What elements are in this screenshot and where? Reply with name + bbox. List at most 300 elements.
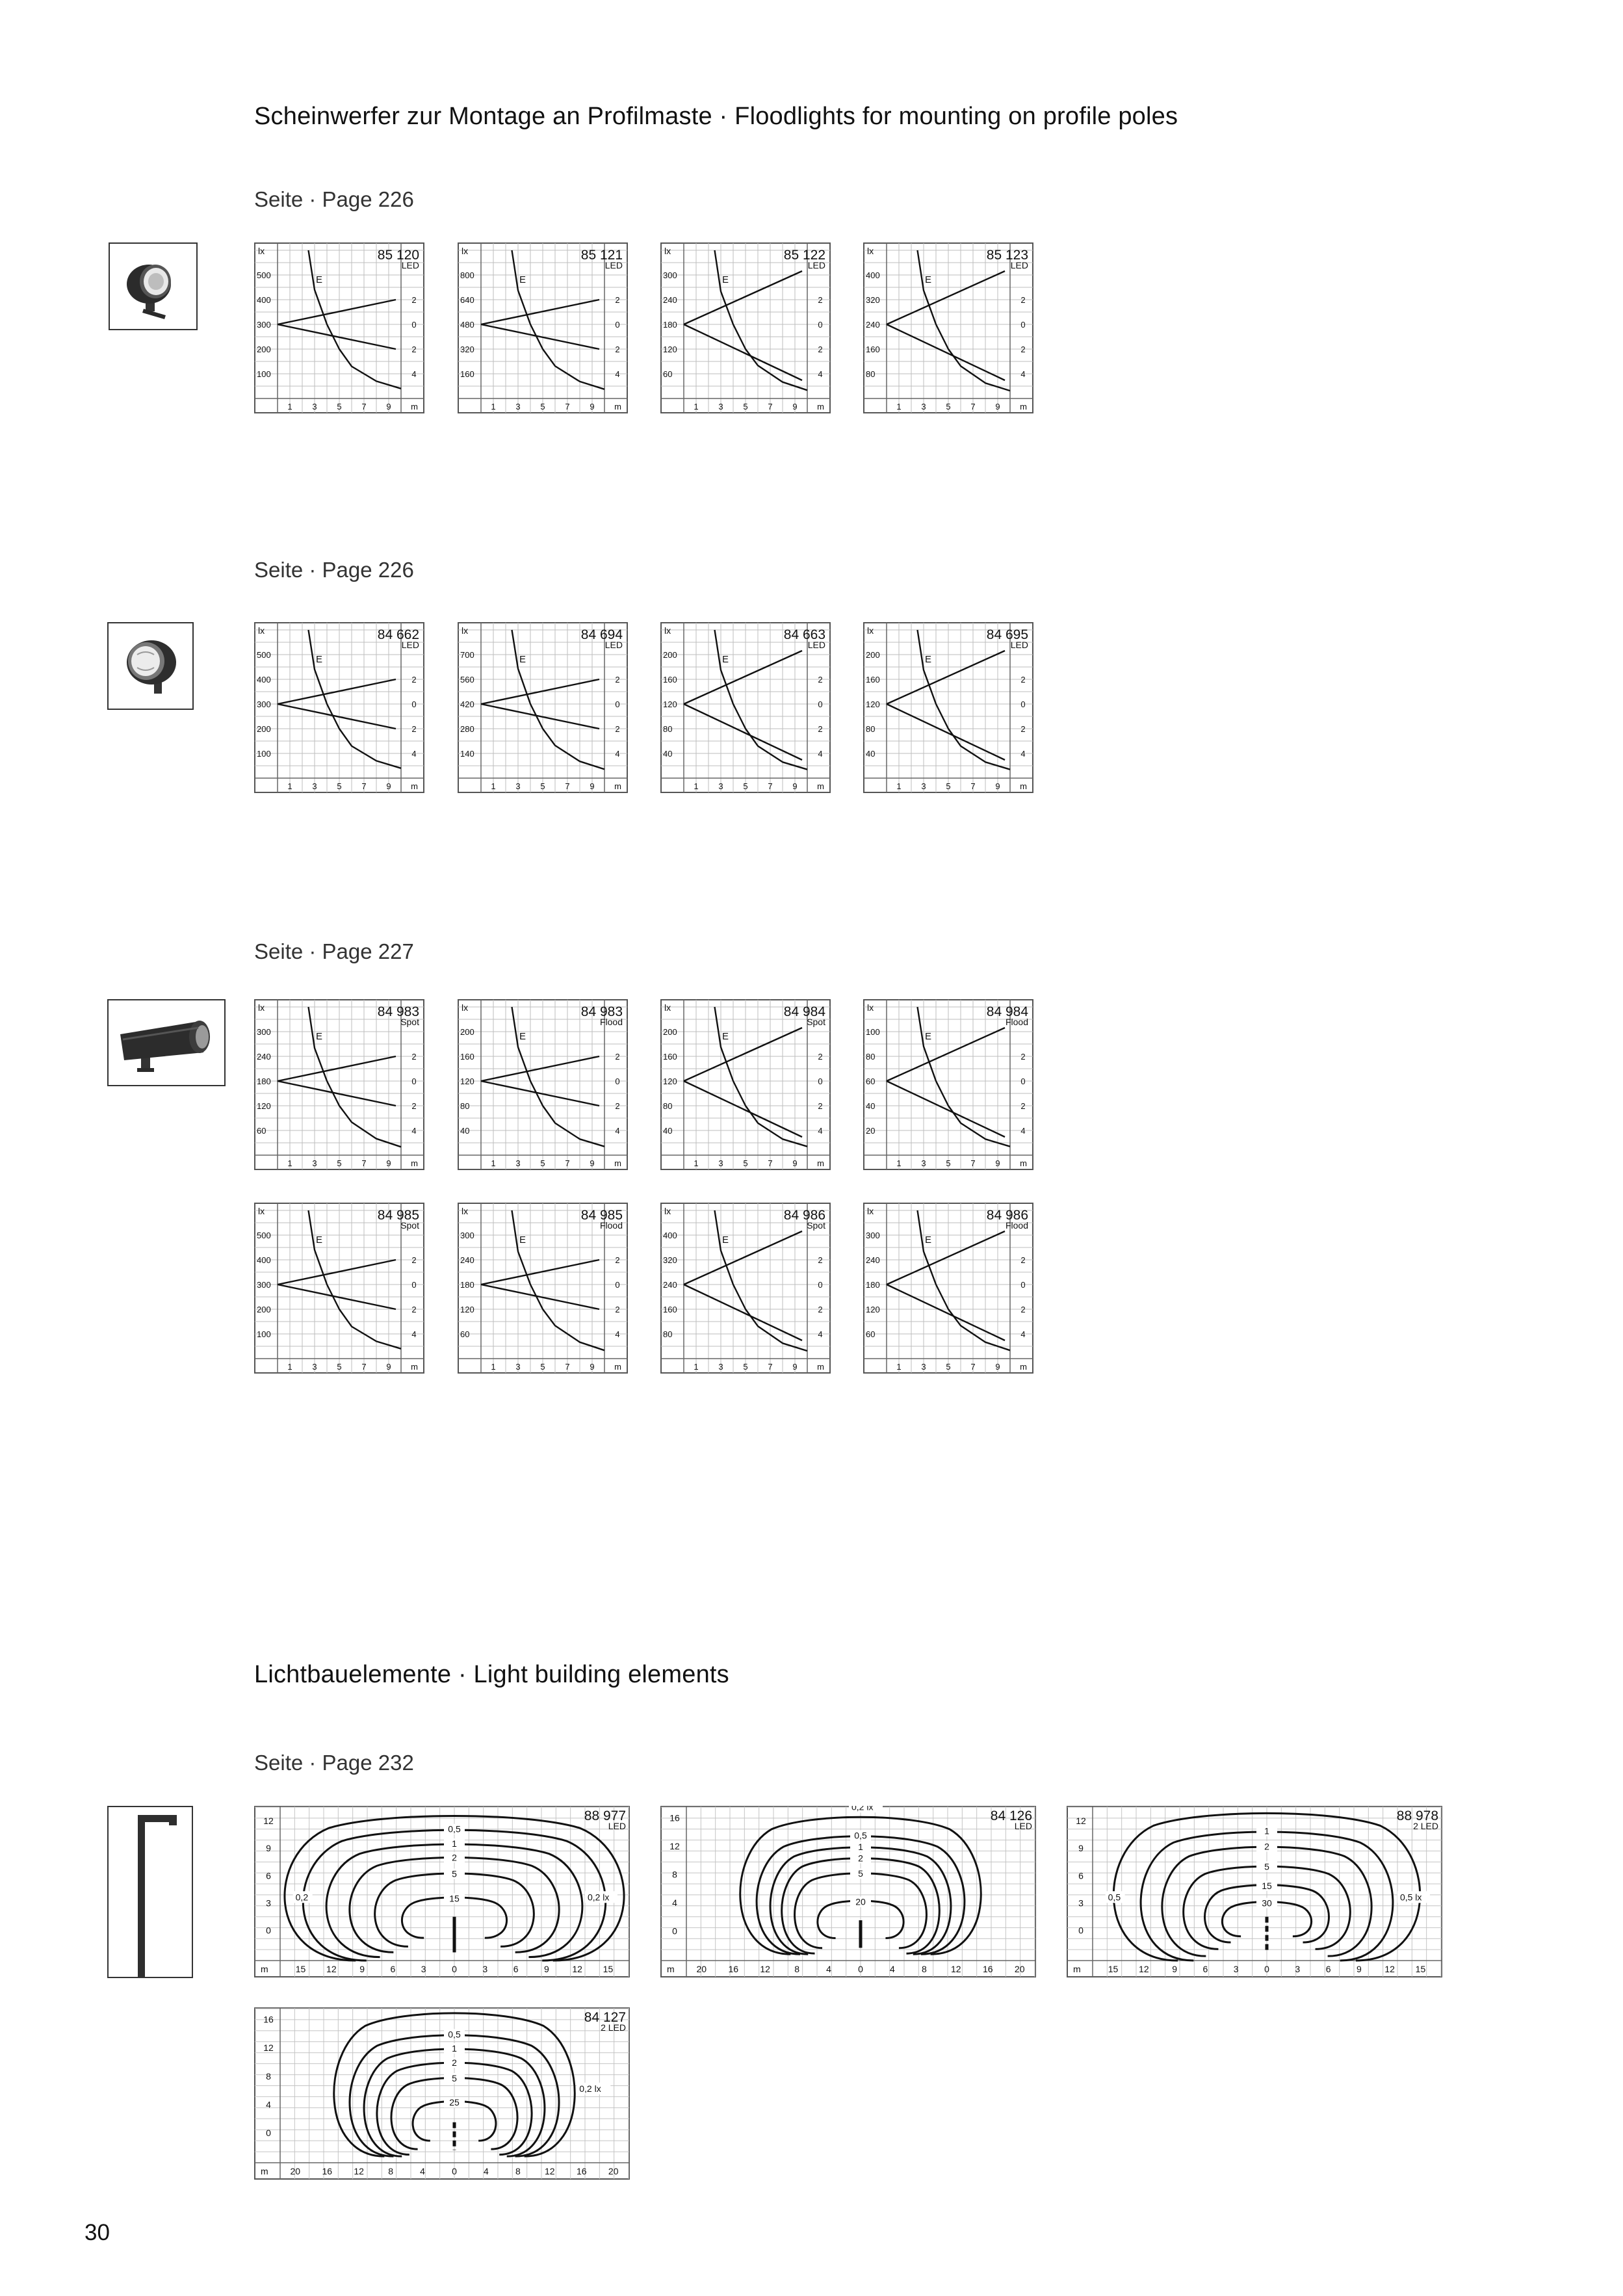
variant-label: LED [1014, 1821, 1032, 1831]
article-number: 85 123 [986, 248, 1028, 263]
article-number: 84 662 [377, 627, 419, 642]
x-tick-label: 5 [743, 781, 748, 791]
angle-tick-label: 4 [818, 369, 823, 379]
x-tick-label: 3 [921, 402, 926, 411]
section-title-floodlights: Scheinwerfer zur Montage an Profilmaste · Floodlights for mounting on profile poles [254, 103, 1178, 130]
y-tick-label: 120 [460, 1305, 474, 1314]
product-thumbnail [107, 1806, 193, 1978]
y-tick-label: 300 [257, 699, 271, 709]
section-title-light-elements: Lichtbauelemente · Light building elements [254, 1661, 729, 1688]
illuminance-diagram-svg [458, 622, 628, 793]
article-number: 84 127 [584, 2010, 626, 2025]
curve-label: E [316, 1234, 323, 1246]
angle-tick-label: 0 [615, 699, 620, 709]
y-tick-label: 60 [663, 369, 673, 379]
y-unit-label: lx [664, 1206, 671, 1216]
y-tick-label: 120 [866, 1305, 880, 1314]
article-number: 84 694 [580, 627, 623, 642]
illuminance-diagram [254, 622, 424, 796]
x-tick-label: 3 [515, 402, 521, 411]
y-unit-label: lx [461, 1206, 469, 1216]
y-tick-label: 140 [460, 749, 474, 759]
y-tick-label: 300 [663, 270, 677, 280]
article-number: 84 983 [580, 1004, 623, 1019]
x-unit-label: m [1020, 781, 1027, 791]
angle-tick-label: 0 [1020, 699, 1026, 709]
contour-label: 5 [452, 1868, 457, 1879]
angle-tick-label: 2 [818, 1052, 823, 1062]
x-tick-label: 7 [361, 1362, 367, 1372]
y-tick-label: 800 [460, 270, 474, 280]
x-tick-label: 7 [565, 402, 570, 411]
y-tick-label: 9 [1078, 1843, 1084, 1854]
x-tick-label: 9 [995, 402, 1000, 411]
illuminance-diagram [254, 242, 424, 417]
y-tick-label: 200 [663, 1027, 677, 1037]
x-tick-label: 7 [361, 781, 367, 791]
y-tick-label: 640 [460, 295, 474, 305]
x-tick-label: 1 [896, 1362, 902, 1372]
x-tick-label: 7 [970, 1362, 976, 1372]
angle-tick-label: 2 [411, 675, 417, 685]
curve-label: E [519, 1234, 526, 1246]
contour-label: 20 [855, 1896, 866, 1907]
x-unit-label: m [817, 1362, 824, 1372]
article-number: 85 121 [580, 248, 623, 263]
angle-tick-label: 2 [1020, 675, 1026, 685]
article-number: 84 984 [986, 1004, 1028, 1019]
y-unit-label: lx [867, 625, 874, 636]
variant-label: 2 LED [601, 2022, 626, 2033]
side-label: 0,5 lx [1399, 1892, 1422, 1903]
y-unit-label: lx [664, 625, 671, 636]
y-tick-label: 9 [266, 1843, 271, 1854]
article-number: 88 978 [1396, 1808, 1438, 1823]
illuminance-diagram-svg [254, 999, 424, 1170]
x-tick-label: 5 [540, 1362, 545, 1372]
x-tick-label: 1 [287, 1158, 292, 1168]
angle-tick-label: 0 [615, 1280, 620, 1290]
variant-label: Spot [807, 1220, 825, 1231]
illuminance-diagram-svg [458, 242, 628, 413]
x-unit-label: m [261, 1964, 268, 1974]
curve-label: E [722, 274, 729, 285]
x-tick-label: 0 [452, 1964, 457, 1974]
angle-tick-label: 4 [1020, 369, 1026, 379]
contour-label: 15 [1262, 1880, 1272, 1891]
angle-tick-label: 4 [411, 369, 417, 379]
variant-label: 2 LED [1413, 1821, 1438, 1831]
y-tick-label: 160 [866, 345, 880, 354]
y-tick-label: 240 [866, 1255, 880, 1265]
contour-label: 1 [1264, 1825, 1269, 1836]
x-tick-label: 9 [386, 402, 391, 411]
x-tick-label: 9 [1172, 1964, 1178, 1974]
illuminance-diagram-svg [660, 622, 831, 793]
x-tick-label: 4 [826, 1964, 831, 1974]
article-number: 84 126 [990, 1808, 1032, 1823]
x-tick-label: 5 [946, 1362, 951, 1372]
product-thumbnail [107, 999, 226, 1086]
y-tick-label: 60 [866, 1076, 876, 1086]
x-tick-label: 5 [337, 1362, 342, 1372]
x-tick-label: 3 [921, 781, 926, 791]
angle-tick-label: 0 [411, 1076, 417, 1086]
contour-label: 2 [452, 2057, 457, 2068]
y-tick-label: 12 [263, 1816, 274, 1827]
x-tick-label: 8 [921, 1964, 927, 1974]
x-tick-label: 9 [590, 1158, 595, 1168]
y-tick-label: 8 [266, 2070, 271, 2081]
y-tick-label: 180 [460, 1280, 474, 1290]
x-tick-label: 1 [491, 1158, 496, 1168]
y-tick-label: 120 [257, 1101, 271, 1111]
curve-label: E [519, 1031, 526, 1042]
y-unit-label: lx [867, 246, 874, 256]
x-tick-label: 1 [896, 402, 902, 411]
x-unit-label: m [614, 781, 621, 791]
variant-label: LED [608, 1821, 626, 1831]
y-tick-label: 240 [866, 320, 880, 330]
x-unit-label: m [614, 1158, 621, 1168]
y-tick-label: 500 [257, 1231, 271, 1240]
x-tick-label: 3 [515, 781, 521, 791]
isolux-diagram [254, 1806, 630, 1981]
illuminance-diagram [863, 999, 1033, 1173]
y-tick-label: 12 [1076, 1816, 1086, 1827]
y-tick-label: 160 [663, 1305, 677, 1314]
y-tick-label: 12 [669, 1840, 680, 1851]
floodlight-round-icon [109, 623, 192, 709]
angle-tick-label: 2 [818, 1255, 823, 1265]
contour-label: 2 [452, 1852, 457, 1863]
angle-tick-label: 4 [818, 1329, 823, 1339]
variant-label: LED [604, 640, 623, 650]
y-tick-label: 60 [866, 1329, 876, 1339]
x-tick-label: 8 [794, 1964, 800, 1974]
y-tick-label: 80 [663, 1101, 673, 1111]
isolux-diagram-svg [254, 2007, 630, 2180]
x-unit-label: m [411, 402, 418, 411]
x-tick-label: 5 [337, 781, 342, 791]
y-tick-label: 3 [266, 1898, 271, 1909]
angle-tick-label: 4 [615, 1126, 620, 1136]
angle-tick-label: 0 [1020, 320, 1026, 330]
curve-label: E [316, 1031, 323, 1042]
variant-label: LED [401, 260, 419, 270]
contour-label: 25 [449, 2097, 460, 2108]
x-tick-label: 1 [694, 1362, 699, 1372]
angle-tick-label: 4 [1020, 749, 1026, 759]
x-tick-label: 5 [946, 781, 951, 791]
side-label: 0,2 lx [851, 1806, 874, 1812]
angle-tick-label: 4 [615, 369, 620, 379]
contour-label: 5 [1264, 1861, 1269, 1872]
y-tick-label: 480 [460, 320, 474, 330]
y-tick-label: 40 [866, 749, 876, 759]
angle-tick-label: 2 [1020, 724, 1026, 734]
x-tick-label: 4 [890, 1964, 895, 1974]
variant-label: Flood [599, 1220, 623, 1231]
article-number: 85 120 [377, 248, 419, 263]
x-unit-label: m [1020, 1158, 1027, 1168]
variant-label: LED [604, 260, 623, 270]
y-tick-label: 400 [866, 270, 880, 280]
illuminance-diagram-svg [660, 1203, 831, 1374]
light-column-icon [109, 1807, 192, 1977]
x-tick-label: 3 [718, 1158, 723, 1168]
y-tick-label: 700 [460, 650, 474, 660]
y-tick-label: 4 [672, 1897, 677, 1908]
y-tick-label: 300 [460, 1231, 474, 1240]
article-number: 84 986 [986, 1208, 1028, 1223]
x-tick-label: 6 [390, 1964, 396, 1974]
x-tick-label: 9 [386, 1158, 391, 1168]
angle-tick-label: 2 [1020, 345, 1026, 354]
y-tick-label: 320 [663, 1255, 677, 1265]
y-tick-label: 300 [257, 320, 271, 330]
x-tick-label: 7 [768, 1158, 773, 1168]
page-ref: Seite · Page 232 [254, 1751, 414, 1775]
y-unit-label: lx [258, 246, 265, 256]
y-tick-label: 300 [257, 1280, 271, 1290]
illuminance-diagram-svg [254, 622, 424, 793]
y-tick-label: 160 [663, 1052, 677, 1062]
y-unit-label: lx [461, 246, 469, 256]
x-tick-label: 9 [386, 1362, 391, 1372]
angle-tick-label: 2 [818, 675, 823, 685]
y-unit-label: lx [461, 625, 469, 636]
x-tick-label: 7 [565, 1362, 570, 1372]
isolux-diagram [254, 2007, 630, 2183]
variant-label: Flood [1005, 1017, 1028, 1027]
y-tick-label: 500 [257, 270, 271, 280]
x-tick-label: 7 [361, 402, 367, 411]
angle-tick-label: 2 [615, 724, 620, 734]
y-unit-label: lx [867, 1002, 874, 1013]
angle-tick-label: 4 [411, 1329, 417, 1339]
y-tick-label: 80 [663, 1329, 673, 1339]
x-tick-label: 16 [982, 1964, 993, 1974]
curve-label: E [316, 274, 323, 285]
x-tick-label: 9 [590, 402, 595, 411]
x-tick-label: 0 [1264, 1964, 1269, 1974]
x-unit-label: m [817, 402, 824, 411]
x-tick-label: 3 [1233, 1964, 1239, 1974]
illuminance-diagram-svg [660, 999, 831, 1170]
y-tick-label: 500 [257, 650, 271, 660]
x-tick-label: 0 [452, 2166, 457, 2176]
curve-label: E [519, 274, 526, 285]
x-tick-label: 3 [718, 781, 723, 791]
y-tick-label: 12 [263, 2042, 274, 2054]
y-tick-label: 120 [663, 699, 677, 709]
y-tick-label: 80 [460, 1101, 470, 1111]
angle-tick-label: 2 [818, 1101, 823, 1111]
illuminance-diagram [863, 622, 1033, 796]
x-unit-label: m [817, 1158, 824, 1168]
y-tick-label: 80 [866, 369, 876, 379]
x-tick-label: 20 [1014, 1964, 1025, 1974]
illuminance-diagram-svg [254, 242, 424, 413]
x-tick-label: 9 [590, 1362, 595, 1372]
x-tick-label: 0 [858, 1964, 863, 1974]
contour-label: 2 [858, 1853, 863, 1864]
x-tick-label: 1 [694, 402, 699, 411]
diagram-frame [255, 2008, 629, 2179]
angle-tick-label: 2 [411, 1101, 417, 1111]
angle-tick-label: 4 [615, 749, 620, 759]
x-tick-label: 3 [515, 1362, 521, 1372]
y-tick-label: 280 [460, 724, 474, 734]
contour-label: 30 [1262, 1898, 1272, 1909]
x-tick-label: 3 [421, 1964, 426, 1974]
x-tick-label: 7 [970, 1158, 976, 1168]
x-tick-label: 3 [921, 1158, 926, 1168]
isolux-diagram-svg [1067, 1806, 1442, 1977]
y-tick-label: 160 [866, 675, 880, 685]
y-tick-label: 400 [257, 675, 271, 685]
angle-tick-label: 4 [818, 1126, 823, 1136]
x-tick-label: 5 [337, 1158, 342, 1168]
illuminance-diagram-svg [863, 622, 1033, 793]
curve-label: E [722, 654, 729, 665]
article-number: 84 986 [783, 1208, 825, 1223]
y-tick-label: 120 [663, 345, 677, 354]
variant-label: Flood [1005, 1220, 1028, 1231]
y-tick-label: 6 [1078, 1870, 1084, 1881]
y-tick-label: 200 [257, 345, 271, 354]
variant-label: Spot [400, 1220, 419, 1231]
illuminance-diagram [254, 999, 424, 1173]
x-tick-label: 12 [951, 1964, 961, 1974]
illuminance-diagram [458, 622, 628, 796]
article-number: 84 985 [377, 1208, 419, 1223]
y-tick-label: 200 [257, 1305, 271, 1314]
illuminance-diagram [458, 1203, 628, 1377]
angle-tick-label: 2 [615, 295, 620, 305]
curve-label: E [925, 1031, 932, 1042]
isolux-diagram-svg [660, 1806, 1036, 1977]
x-tick-label: 5 [540, 1158, 545, 1168]
angle-tick-label: 0 [818, 320, 823, 330]
y-tick-label: 100 [257, 369, 271, 379]
x-tick-label: 3 [515, 1158, 521, 1168]
variant-label: Flood [599, 1017, 623, 1027]
contour-label: 5 [452, 2073, 457, 2084]
x-tick-label: 5 [540, 781, 545, 791]
product-thumbnail [109, 242, 198, 330]
x-tick-label: 9 [792, 1158, 798, 1168]
x-unit-label: m [1020, 402, 1027, 411]
x-tick-label: 6 [1325, 1964, 1331, 1974]
y-unit-label: lx [258, 1206, 265, 1216]
y-tick-label: 200 [866, 650, 880, 660]
angle-tick-label: 4 [411, 1126, 417, 1136]
y-tick-label: 16 [263, 2014, 274, 2025]
curve-label: E [316, 654, 323, 665]
x-tick-label: 9 [543, 1964, 549, 1974]
illuminance-diagram-svg [660, 242, 831, 413]
y-tick-label: 240 [460, 1255, 474, 1265]
x-tick-label: 8 [515, 2166, 521, 2176]
product-thumbnail [107, 622, 194, 710]
angle-tick-label: 2 [615, 1101, 620, 1111]
y-tick-label: 80 [866, 724, 876, 734]
x-tick-label: 12 [1139, 1964, 1149, 1974]
angle-tick-label: 2 [615, 1255, 620, 1265]
diagram-frame [661, 1807, 1035, 1977]
y-tick-label: 240 [257, 1052, 271, 1062]
side-label: 0,2 lx [587, 1892, 610, 1903]
x-tick-label: 6 [513, 1964, 519, 1974]
x-tick-label: 4 [420, 2166, 425, 2176]
x-tick-label: 9 [386, 781, 391, 791]
angle-tick-label: 2 [411, 1052, 417, 1062]
curve-label: E [925, 654, 932, 665]
x-unit-label: m [411, 781, 418, 791]
y-tick-label: 120 [460, 1076, 474, 1086]
contour-label: 1 [858, 1841, 863, 1852]
y-unit-label: lx [258, 1002, 265, 1013]
angle-tick-label: 0 [411, 699, 417, 709]
x-tick-label: 1 [896, 1158, 902, 1168]
contour-label: 0,5 [854, 1830, 867, 1841]
angle-tick-label: 2 [411, 345, 417, 354]
y-tick-label: 240 [663, 295, 677, 305]
x-tick-label: 3 [312, 1158, 317, 1168]
y-unit-label: lx [664, 246, 671, 256]
x-tick-label: 1 [287, 1362, 292, 1372]
page-ref: Seite · Page 227 [254, 939, 414, 963]
y-tick-label: 0 [672, 1925, 677, 1937]
angle-tick-label: 0 [411, 1280, 417, 1290]
y-tick-label: 160 [663, 675, 677, 685]
angle-tick-label: 0 [615, 320, 620, 330]
y-tick-label: 560 [460, 675, 474, 685]
variant-label: LED [807, 260, 825, 270]
y-tick-label: 320 [866, 295, 880, 305]
article-number: 84 984 [783, 1004, 825, 1019]
x-tick-label: 1 [694, 781, 699, 791]
angle-tick-label: 0 [1020, 1076, 1026, 1086]
illuminance-diagram [863, 242, 1033, 417]
x-unit-label: m [411, 1362, 418, 1372]
x-tick-label: 5 [540, 402, 545, 411]
illuminance-diagram [660, 622, 831, 796]
x-tick-label: 5 [946, 402, 951, 411]
y-tick-label: 16 [669, 1812, 680, 1823]
x-tick-label: 7 [565, 781, 570, 791]
illuminance-diagram-svg [863, 1203, 1033, 1374]
x-tick-label: 20 [290, 2166, 301, 2176]
y-unit-label: lx [461, 1002, 469, 1013]
y-tick-label: 180 [257, 1076, 271, 1086]
angle-tick-label: 2 [818, 1305, 823, 1314]
angle-tick-label: 2 [1020, 1305, 1026, 1314]
y-tick-label: 6 [266, 1870, 271, 1881]
angle-tick-label: 4 [615, 1329, 620, 1339]
y-tick-label: 0 [266, 1925, 271, 1936]
x-tick-label: 20 [608, 2166, 619, 2176]
y-tick-label: 8 [672, 1869, 677, 1880]
contour-label: 0,5 [448, 2029, 461, 2040]
angle-tick-label: 4 [818, 749, 823, 759]
article-number: 84 983 [377, 1004, 419, 1019]
floodlight-tube-icon [109, 1000, 224, 1085]
angle-tick-label: 0 [615, 1076, 620, 1086]
variant-label: Spot [807, 1017, 825, 1027]
